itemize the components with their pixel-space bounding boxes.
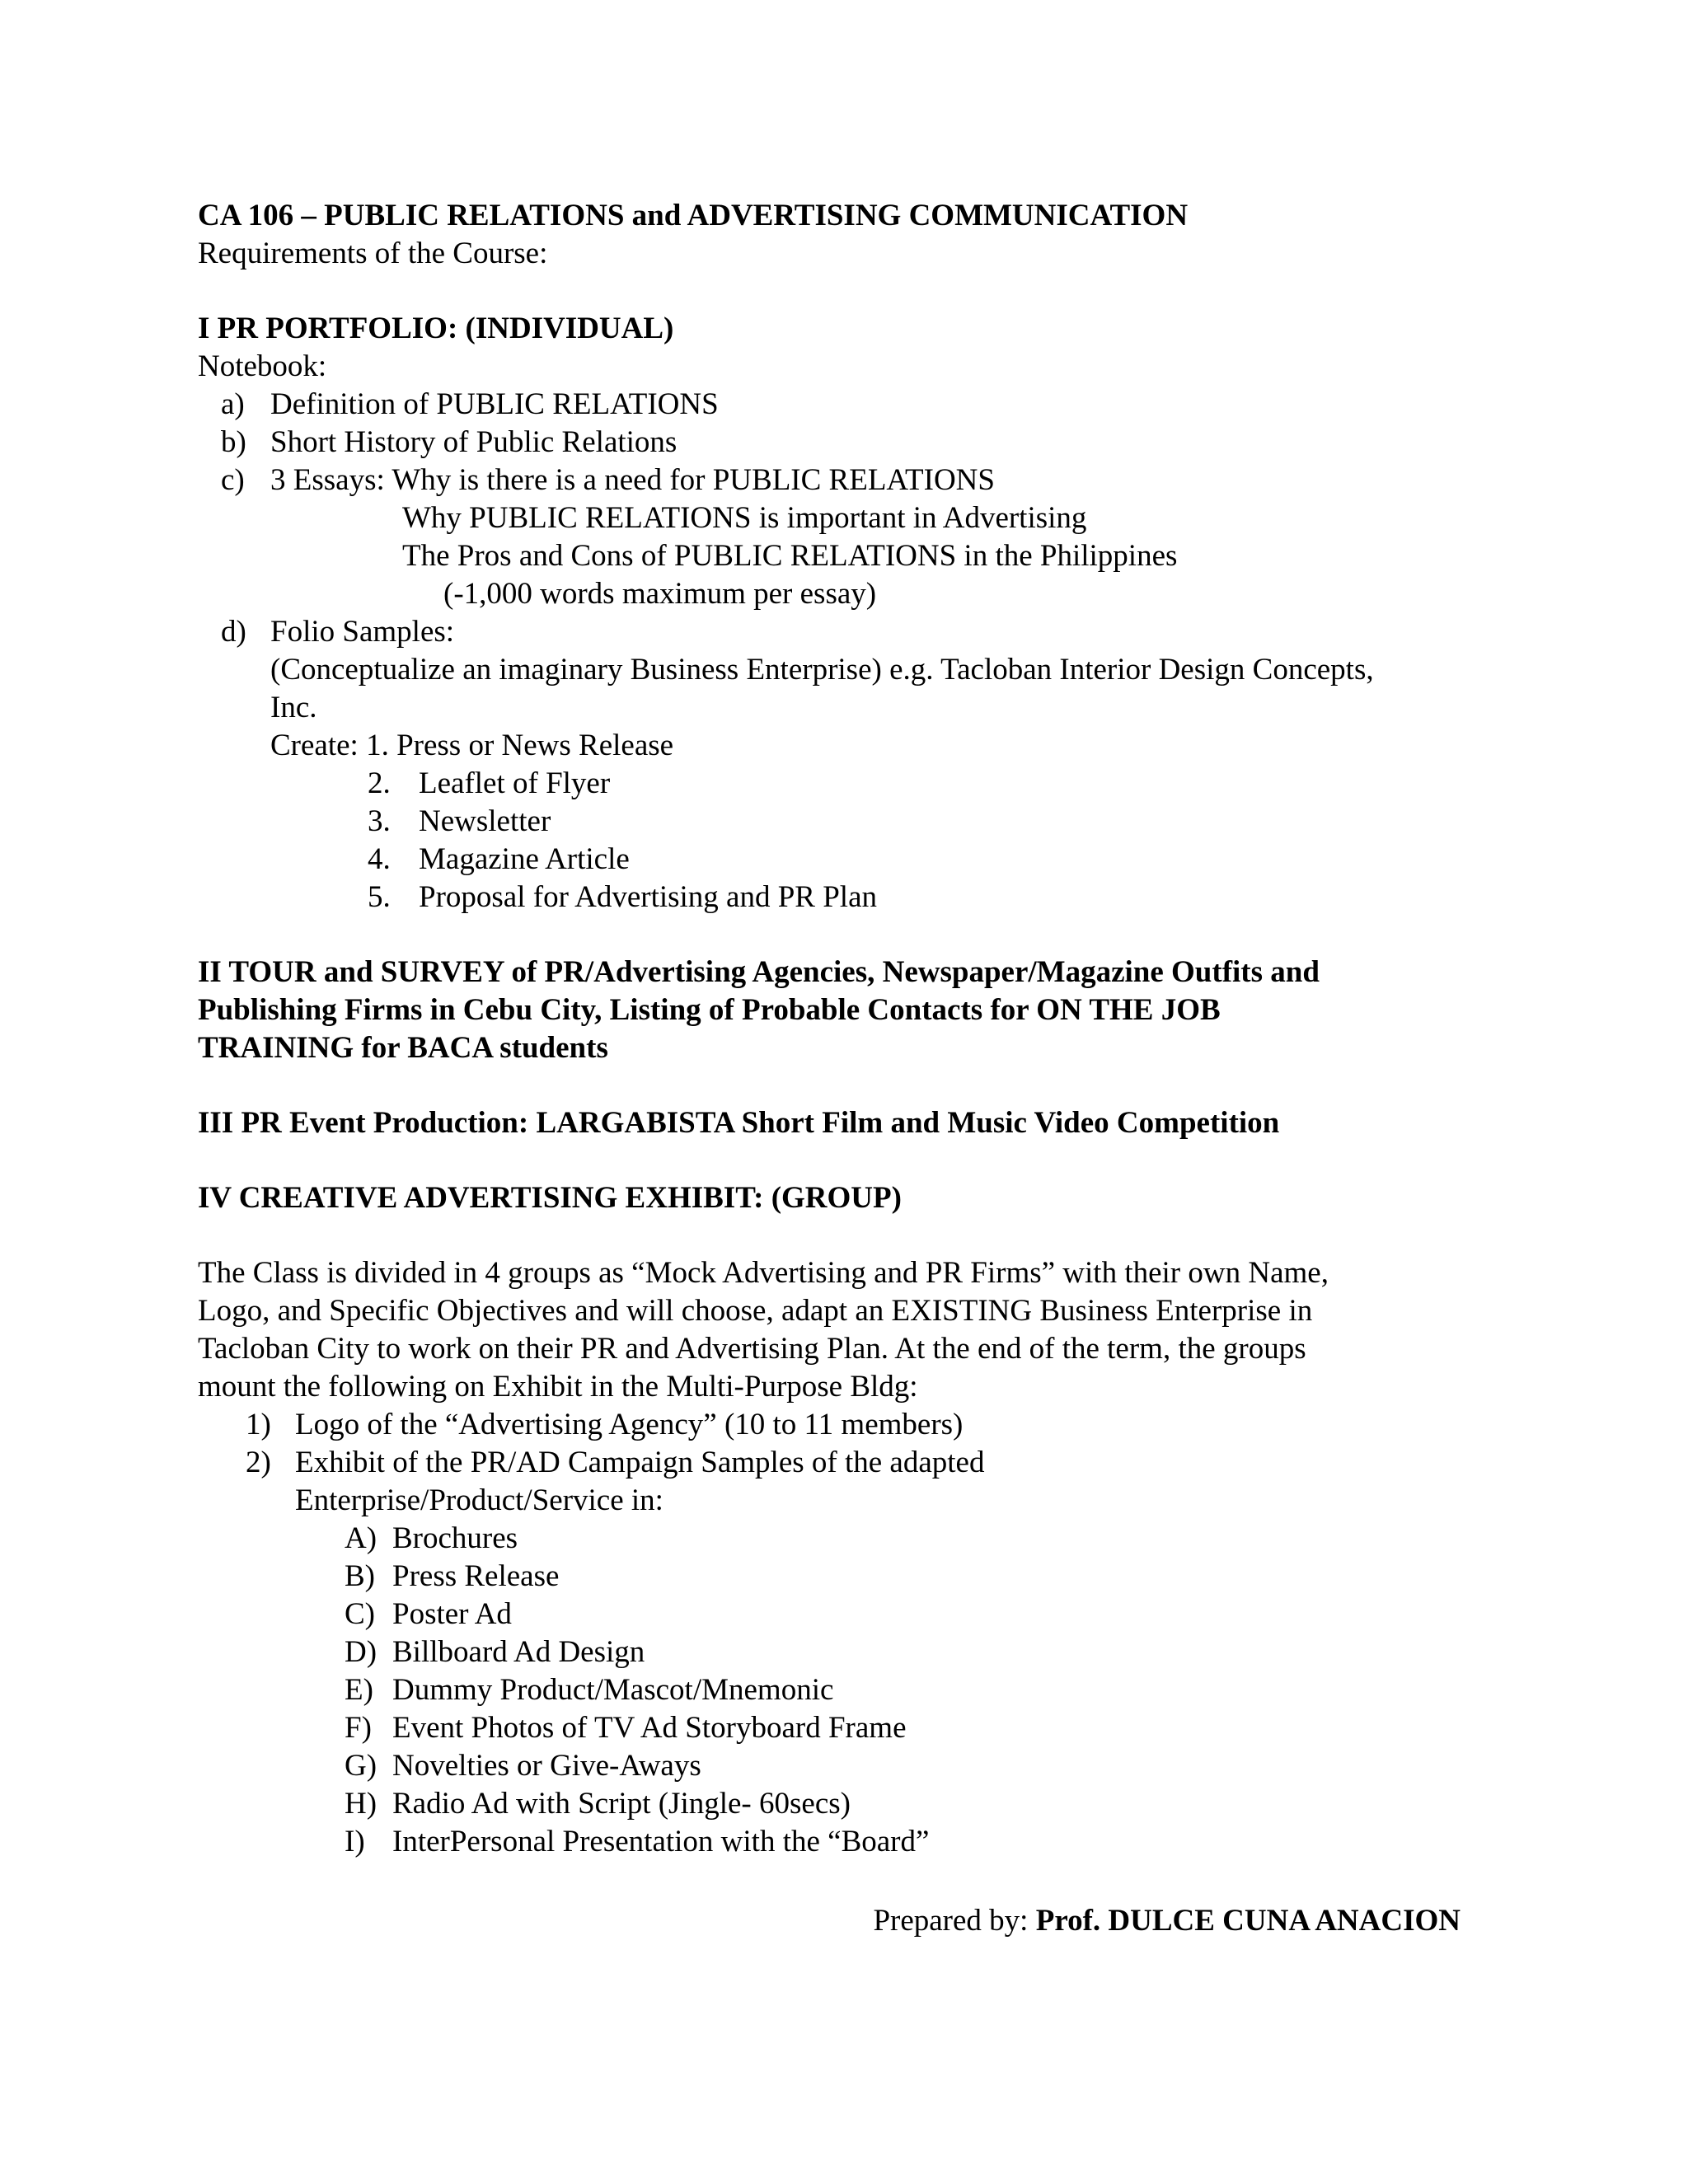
essay-line-2: Why PUBLIC RELATIONS is important in Advertising — [402, 501, 1087, 535]
essay-line-3: The Pros and Cons of PUBLIC RELATIONS in the Philippines — [402, 539, 1178, 573]
essay-note: (-1,000 words maximum per essay) — [443, 577, 877, 611]
notebook-label: Notebook: — [198, 349, 327, 383]
prepared-by-label: Prepared by: — [873, 1904, 1036, 1938]
section-3-heading: III PR Event Production: LARGABISTA Short Film and Music Video Competition — [198, 1106, 1280, 1140]
list-item: Billboard Ad Design — [392, 1635, 645, 1669]
list-marker: A) — [345, 1521, 377, 1555]
list-marker: 4. — [368, 842, 391, 876]
list-item: Magazine Article — [419, 842, 630, 876]
list-marker: B) — [345, 1559, 375, 1593]
preparer-name: Prof. DULCE CUNA ANACION — [1035, 1904, 1461, 1938]
section-4-paragraph: Tacloban City to work on their PR and Advertising Plan. At the end of the term, the groups — [198, 1332, 1306, 1366]
list-marker: d) — [221, 615, 246, 649]
list-marker: G) — [345, 1749, 377, 1783]
list-item: Newsletter — [419, 804, 551, 838]
course-title: CA 106 – PUBLIC RELATIONS and ADVERTISING COMMUNICATION — [198, 199, 1189, 232]
list-marker: F) — [345, 1711, 372, 1745]
list-item: Poster Ad — [392, 1597, 512, 1631]
list-item: InterPersonal Presentation with the “Board” — [392, 1825, 930, 1858]
section-4-paragraph: mount the following on Exhibit in the Multi-Purpose Bldg: — [198, 1370, 918, 1404]
list-marker: C) — [345, 1597, 375, 1631]
list-marker: 2. — [368, 766, 391, 800]
list-marker: 1) — [246, 1408, 271, 1441]
list-item: Logo of the “Advertising Agency” (10 to 11 members) — [295, 1408, 964, 1441]
section-4-paragraph: Logo, and Specific Objectives and will choose, adapt an EXISTING Business Enterprise in — [198, 1294, 1313, 1328]
list-marker: I) — [345, 1825, 365, 1858]
list-item: Event Photos of TV Ad Storyboard Frame — [392, 1711, 907, 1745]
list-marker: 2) — [246, 1446, 271, 1479]
list-item: Exhibit of the PR/AD Campaign Samples of the adapted — [295, 1446, 985, 1479]
list-item-continuation: Enterprise/Product/Service in: — [295, 1483, 663, 1517]
section-1-heading: I PR PORTFOLIO: (INDIVIDUAL) — [198, 312, 674, 345]
list-marker: H) — [345, 1787, 377, 1821]
list-marker: D) — [345, 1635, 377, 1669]
list-item: Folio Samples: — [270, 615, 455, 649]
list-item: Proposal for Advertising and PR Plan — [419, 880, 878, 914]
list-item: Leaflet of Flyer — [419, 766, 611, 800]
course-subtitle: Requirements of the Course: — [198, 237, 548, 270]
section-2-heading: Publishing Firms in Cebu City, Listing of Probable Contacts for ON THE JOB — [198, 993, 1221, 1027]
section-4-heading: IV CREATIVE ADVERTISING EXHIBIT: (GROUP) — [198, 1181, 902, 1215]
folio-description: Inc. — [270, 691, 317, 724]
list-marker: c) — [221, 463, 245, 497]
list-marker: E) — [345, 1673, 373, 1707]
section-2-heading: II TOUR and SURVEY of PR/Advertising Agencies, Newspaper/Magazine Outfits and — [198, 955, 1320, 989]
folio-description: (Conceptualize an imaginary Business Enterprise) e.g. Tacloban Interior Design Concepts, — [270, 653, 1374, 687]
list-item: Brochures — [392, 1521, 518, 1555]
list-item: Dummy Product/Mascot/Mnemonic — [392, 1673, 834, 1707]
list-item: Press Release — [392, 1559, 560, 1593]
list-marker: a) — [221, 387, 245, 421]
list-marker: 3. — [368, 804, 391, 838]
section-2-heading: TRAINING for BACA students — [198, 1031, 608, 1065]
list-item: Short History of Public Relations — [270, 425, 678, 459]
list-marker: b) — [221, 425, 246, 459]
section-4-paragraph: The Class is divided in 4 groups as “Mock Advertising and PR Firms” with their own Name, — [198, 1256, 1329, 1290]
list-item: 3 Essays: Why is there is a need for PUBLIC RELATIONS — [270, 463, 995, 497]
list-item: Novelties or Give-Aways — [392, 1749, 701, 1783]
create-label: Create: 1. Press or News Release — [270, 729, 674, 762]
list-item: Definition of PUBLIC RELATIONS — [270, 387, 719, 421]
list-item: Radio Ad with Script (Jingle- 60secs) — [392, 1787, 851, 1821]
prepared-by — [873, 1902, 1461, 1940]
list-marker: 5. — [368, 880, 391, 914]
